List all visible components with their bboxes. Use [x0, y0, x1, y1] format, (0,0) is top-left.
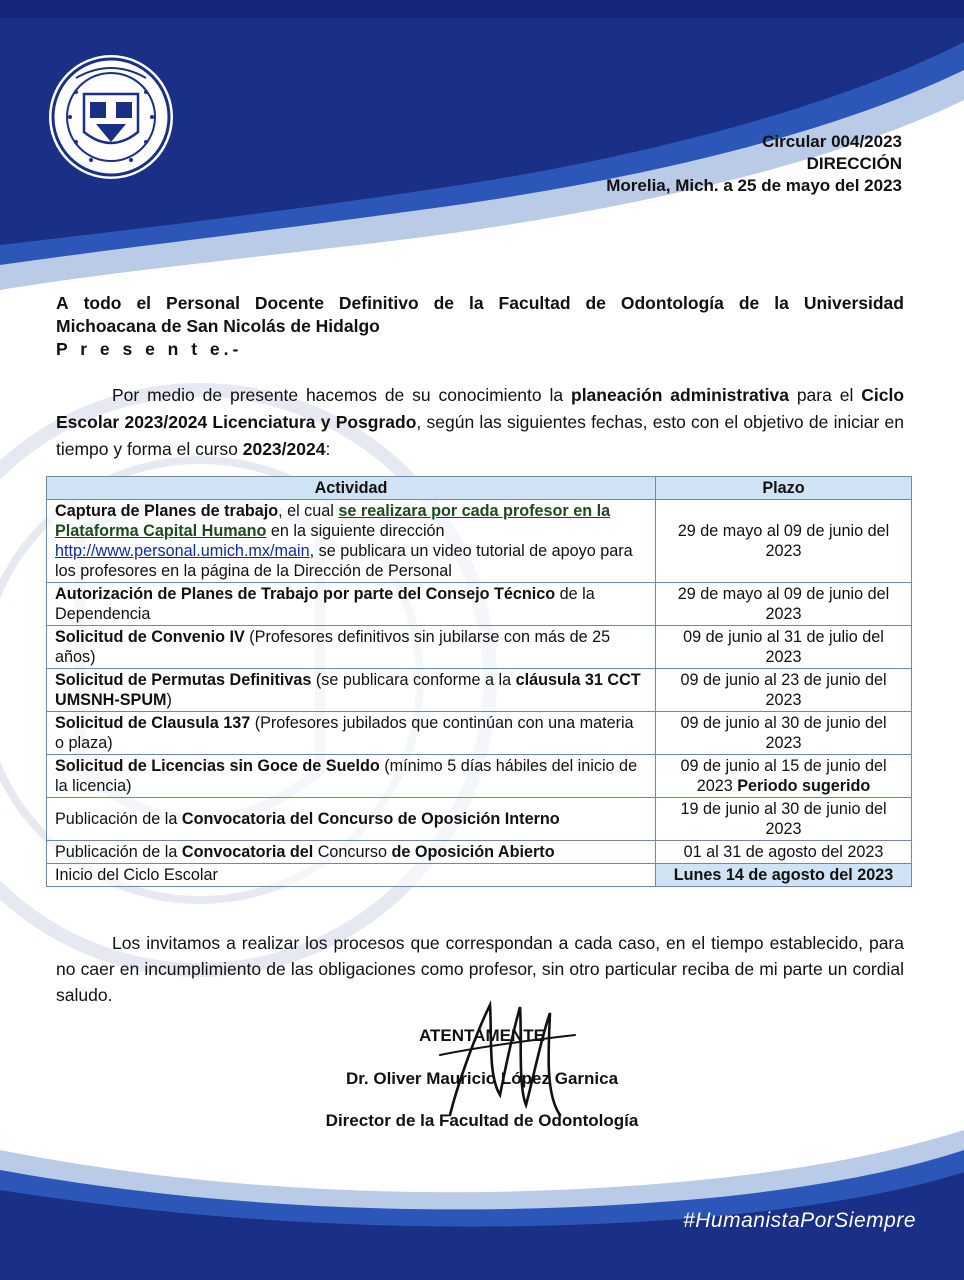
table-row	[47, 712, 912, 755]
activity-cell: Solicitud de Clausula 137 (Profesores jubilados que continúan con una materia o plaza)	[47, 712, 656, 755]
header-deadline: Plazo	[656, 477, 912, 500]
activity-cell: Inicio del Ciclo Escolar	[47, 864, 656, 887]
personal-umich-link[interactable]: http://www.personal.umich.mx/main	[55, 542, 310, 560]
table-row	[47, 864, 912, 887]
footer-hashtag: #HumanistaPorSiempre	[683, 1209, 916, 1232]
schedule-table	[46, 476, 912, 887]
signer-name: Dr. Oliver Mauricio López Garnica	[345, 1069, 619, 1088]
deadline-cell: 09 de junio al 23 de junio del 2023	[656, 669, 912, 712]
activity-cell: Publicación de la Convocatoria del Concurso de Oposición Interno	[47, 798, 656, 841]
deadline-cell: 29 de mayo al 09 de junio del 2023	[656, 500, 912, 583]
deadline-cell: 09 de junio al 15 de junio del 2023 Periodo sugerido	[656, 755, 912, 798]
atentamente-label: ATENTAMENTE	[419, 1026, 545, 1045]
deadline-cell: 29 de mayo al 09 de junio del 2023	[656, 583, 912, 626]
circular-info	[606, 131, 902, 197]
table-row	[47, 798, 912, 841]
addressee	[56, 292, 904, 361]
suggested-period-label: Periodo sugerido	[737, 777, 871, 795]
deadline-cell: 09 de junio al 31 de julio del 2023	[656, 626, 912, 669]
table-header-row	[47, 477, 912, 500]
university-seal-logo	[46, 52, 176, 182]
circular-number: Circular 004/2023	[762, 132, 902, 151]
table-row	[47, 841, 912, 864]
place-date: Morelia, Mich. a 25 de mayo del 2023	[606, 176, 902, 195]
office-name: DIRECCIÓN	[806, 154, 902, 173]
activity-cell: Solicitud de Permutas Definitivas (se publicara conforme a la cláusula 31 CCT UMSNH-SPUM)	[47, 669, 656, 712]
closing-paragraph: Los invitamos a realizar los procesos que correspondan a cada caso, en el tiempo establecido, para no caer en incumplimiento de las obligaciones como profesor, sin otro particular reciba de mi parte un cordial saludo.	[56, 933, 904, 1005]
deadline-cell: 19 de junio al 30 de junio del 2023	[656, 798, 912, 841]
intro-paragraph: Por medio de presente hacemos de su conocimiento la planeación administrativa para el Ciclo Escolar 2023/2024 Licenciatura y Posgrado, según las siguientes fechas, esto con el objetivo de iniciar en tiempo y forma el curso 2023/2024:	[56, 385, 905, 459]
table-row	[47, 755, 912, 798]
presente: P r e s e n t e.-	[56, 339, 243, 359]
table-row	[47, 669, 912, 712]
activity-cell: Autorización de Planes de Trabajo por parte del Consejo Técnico de la Dependencia	[47, 583, 656, 626]
activity-cell: Solicitud de Convenio IV (Profesores definitivos sin jubilarse con más de 25 años)	[47, 626, 656, 669]
activity-cell: Publicación de la Convocatoria del Concurso de Oposición Abierto	[47, 841, 656, 864]
table-row	[47, 583, 912, 626]
activity-cell: Solicitud de Licencias sin Goce de Sueldo (mínimo 5 días hábiles del inicio de la licencia)	[47, 755, 656, 798]
table-row	[47, 626, 912, 669]
signer-title: Director de la Facultad de Odontología	[325, 1111, 639, 1130]
deadline-cell-highlight: Lunes 14 de agosto del 2023	[656, 864, 912, 887]
deadline-cell: 01 al 31 de agosto del 2023	[656, 841, 912, 864]
header-activity: Actividad	[47, 477, 656, 500]
table-row	[47, 500, 912, 583]
addressee-line-1: A todo el Personal Docente Definitivo de la Facultad de Odontología de la Universidad	[56, 293, 904, 313]
deadline-cell: 09 de junio al 30 de junio del 2023	[656, 712, 912, 755]
activity-cell: Captura de Planes de trabajo, el cual se realizara por cada profesor en la Plataforma Capital Humano en la siguiente dirección http://www.personal.umich.mx/main, se publicara un video tutorial de apoyo para los profesores en la página de la Dirección de Personal	[47, 500, 656, 583]
footer-wave-graphic	[0, 1110, 964, 1280]
addressee-line-2: Michoacana de San Nicolás de Hidalgo	[56, 316, 380, 336]
